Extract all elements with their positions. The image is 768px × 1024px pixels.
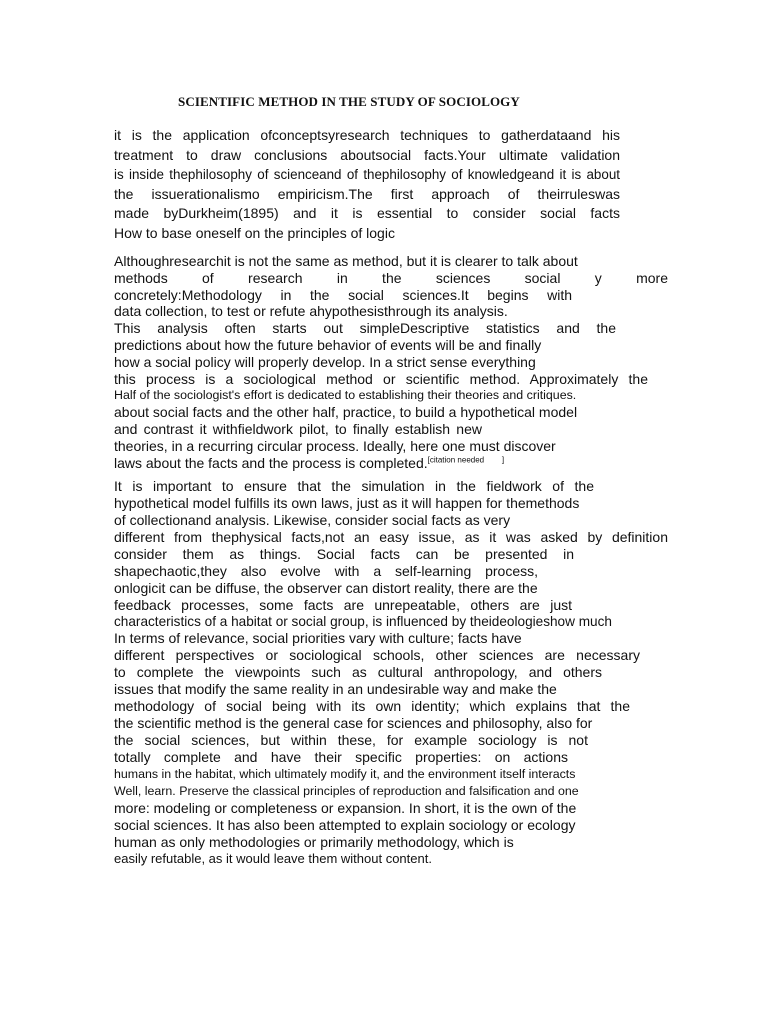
text-line: of collectionand analysis. Likewise, consider social facts as very bbox=[114, 511, 511, 528]
text-line: it is the application ofconceptsyresearch techniques to gatherdataand his bbox=[114, 127, 620, 143]
text-line: this process is a sociological method or scientific method. Approximately the bbox=[114, 370, 648, 387]
text-line: the social sciences, but within these, for example sociology is not bbox=[114, 732, 588, 749]
text-line: feedback processes, some facts are unrepeatable, others are just bbox=[114, 596, 572, 613]
text-line: consider them as things. Social facts can be presented in bbox=[114, 545, 574, 562]
text-line: different perspectives or sociological schools, other sciences are necessary bbox=[114, 647, 640, 664]
text-line: methodology of social being with its own identity; which explains that the bbox=[114, 698, 630, 715]
text-line: different from thephysical facts,not an easy issue, as it was asked by definition bbox=[114, 528, 668, 545]
text-line: laws about the facts and the process is completed. bbox=[114, 454, 428, 471]
text-line: more: modeling or completeness or expansion. In short, it is the own of the bbox=[114, 799, 577, 816]
paragraph-1 bbox=[114, 126, 620, 244]
text-line: made byDurkheim(1895) and it is essential to consider social facts bbox=[114, 205, 620, 222]
text-line: predictions about how the future behavior of events will be and finally bbox=[114, 336, 542, 353]
text-line: data collection, to test or refute ahypothesisthrough its analysis. bbox=[114, 303, 508, 320]
text-line: social sciences. It has also been attempted to explain sociology or ecology bbox=[114, 816, 576, 833]
text-line: methods of research in the sciences social y more bbox=[114, 269, 668, 286]
text-line: how a social policy will properly develop. In a strict sense everything bbox=[114, 353, 536, 370]
text-line: shapechaotic,they also evolve with a self-learning process, bbox=[114, 562, 538, 579]
text-line: characteristics of a habitat or social group, is influenced by theideologieshow much bbox=[114, 613, 612, 629]
text-line: onlogicit can be diffuse, the observer can distort reality, there are the bbox=[114, 579, 538, 596]
paragraph-2 bbox=[114, 253, 668, 471]
text-line: and contrast it withfieldwork pilot, to finally establish new bbox=[114, 420, 482, 437]
paragraph-3 bbox=[114, 478, 668, 868]
text-line: is inside thephilosophy of scienceand of thephilosophy of knowledgeand it is about bbox=[114, 167, 620, 183]
document-title: SCIENTIFIC METHOD IN THE STUDY OF SOCIOLOGY bbox=[178, 94, 520, 109]
text-line: In terms of relevance, social priorities vary with culture; facts have bbox=[114, 630, 522, 647]
text-line: hypothetical model fulfills its own laws, just as it will happen for themethods bbox=[114, 494, 580, 511]
text-line: the scientific method is the general case for sciences and philosophy, also for bbox=[114, 715, 593, 732]
text-line: treatment to draw conclusions aboutsocial facts.Your ultimate validation bbox=[114, 146, 620, 163]
text-line: Well, learn. Preserve the classical principles of reproduction and falsification and one bbox=[114, 783, 579, 798]
citation-needed-note: [citation needed ] bbox=[427, 454, 505, 464]
text-line: totally complete and have their specific properties: on actions bbox=[114, 749, 568, 765]
text-line: to complete the viewpoints such as cultural anthropology, and others bbox=[114, 664, 602, 681]
text-line: Althoughresearchit is not the same as method, but it is clearer to talk about bbox=[114, 253, 578, 269]
text-line: easily refutable, as it would leave them without content. bbox=[114, 850, 432, 866]
text-line: concretely:Methodology in the social sciences.It begins with bbox=[114, 286, 572, 303]
text-line: It is important to ensure that the simulation in the fieldwork of the bbox=[114, 478, 594, 494]
text-line: How to base oneself on the principles of logic bbox=[114, 224, 395, 241]
text-line: theories, in a recurring circular process. Ideally, here one must discover bbox=[114, 437, 556, 454]
text-line: Half of the sociologist's effort is dedicated to establishing their theories and critiques. bbox=[114, 388, 577, 403]
text-line: about social facts and the other half, practice, to build a hypothetical model bbox=[114, 404, 578, 421]
text-line: This analysis often starts out simpleDescriptive statistics and the bbox=[114, 320, 616, 337]
text-line: humans in the habitat, which ultimately modify it, and the environment itself interacts bbox=[114, 766, 576, 781]
text-line: human as only methodologies or primarily methodology, which is bbox=[114, 833, 514, 850]
text-line-with-citation bbox=[114, 455, 668, 472]
text-line: issues that modify the same reality in an undesirable way and make the bbox=[114, 681, 557, 698]
text-line: the issuerationalismo empiricism.The first approach of theirruleswas bbox=[114, 185, 620, 202]
